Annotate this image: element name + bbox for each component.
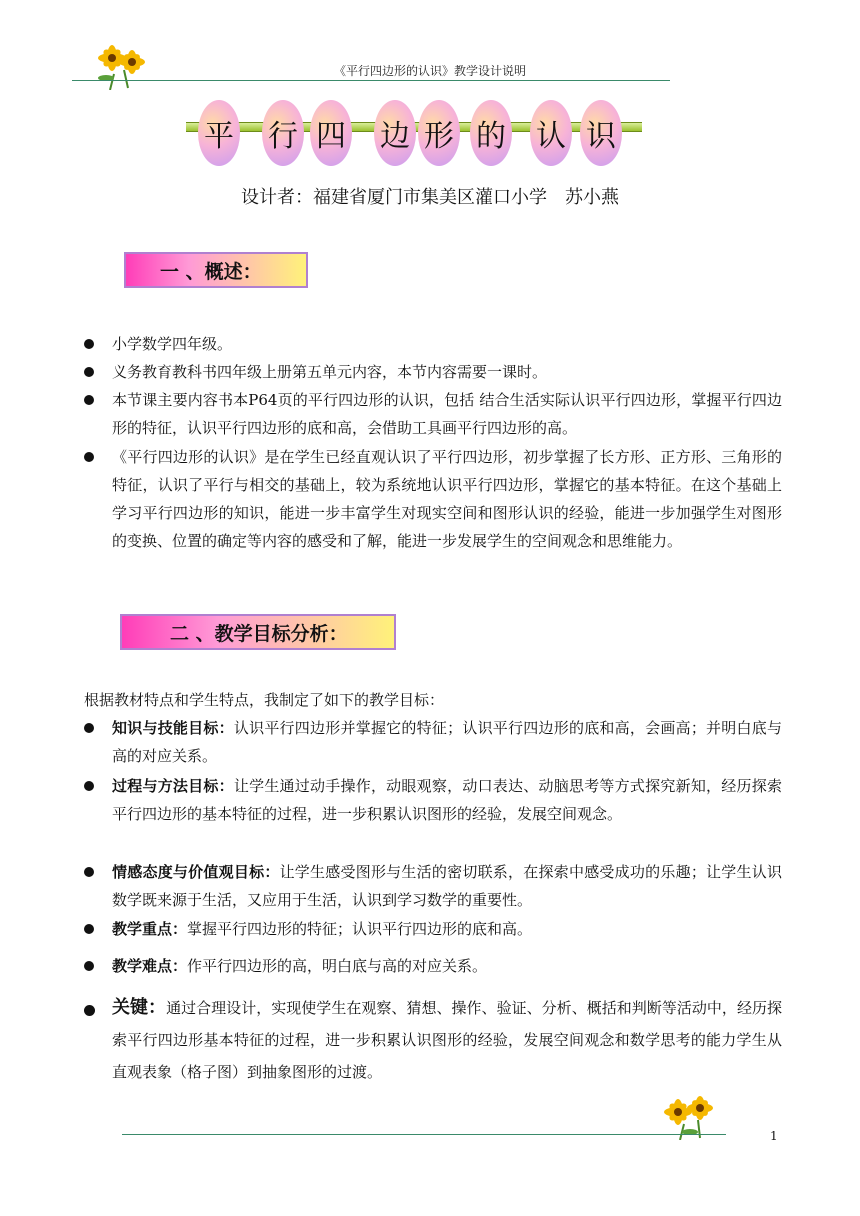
item-text: 认识平行四边形并掌握它的特征；认识平行四边形的底和高，会画高；并明白底与高的对应关系。 xyxy=(112,719,782,765)
item-text: 让学生感受图形与生活的密切联系，在探索中感受成功的乐趣；让学生认识数学既来源于生活，又应用于生活，认识到学习数学的重要性。 xyxy=(112,863,782,909)
item-text: 作平行四边形的高，明白底与高的对应关系。 xyxy=(187,957,488,975)
bullet-icon xyxy=(84,924,94,934)
section2-intro: 根据教材特点和学生特点，我制定了如下的教学目标： xyxy=(84,691,445,709)
item-label: 情感态度与价值观目标： xyxy=(112,863,280,881)
bullet-icon xyxy=(84,339,94,349)
item-text: 通过合理设计，实现使学生在观察、猜想、操作、验证、分析、概括和判断等活动中，经历探索平行四边形基本特征的过程，进一步积累认识图形的经验，发展空间观念和数学思考的能力学生从直观表象（格子图）到抽象图形的过渡。 xyxy=(112,999,782,1081)
item-label: 关键： xyxy=(112,997,167,1018)
list-item xyxy=(112,772,782,828)
title-char: 边 xyxy=(374,100,416,166)
title-char: 的 xyxy=(470,100,512,166)
bullet-icon xyxy=(84,867,94,877)
bullet-icon xyxy=(84,1005,95,1016)
title-char: 四 xyxy=(310,100,352,166)
item-text: 掌握平行四边形的特征；认识平行四边形的底和高。 xyxy=(187,920,533,938)
page-number: 1 xyxy=(770,1129,778,1143)
bullet-icon xyxy=(84,452,94,462)
header-rule xyxy=(72,80,670,81)
bullet-icon xyxy=(84,961,94,971)
list-item: 小学数学四年级。 xyxy=(112,335,233,353)
section2-heading: 二 、教学目标分析： xyxy=(120,614,396,650)
list-item: 《平行四边形的认识》是在学生已经直观认识了平行四边形，初步掌握了长方形、正方形、三角形的特征，认识了平行与相交的基础上，较为系统地认识平行四边形，掌握它的基本特征。在这个基础上学习平行四边形的知识，能进一步丰富学生对现实空间和图形认识的经验，能进一步加强学生对图形的变换、位置的确定等内容的感受和了解，能进一步发展学生的空间观念和思维能力。 xyxy=(112,448,782,550)
title-char: 平 xyxy=(198,100,240,166)
list-item xyxy=(112,714,782,770)
title-char: 行 xyxy=(262,100,304,166)
list-item: 本节课主要内容书本P64页的平行四边形的认识，包括 结合生活实际认识平行四边形，掌握平行四边形的特征，认识平行四边形的底和高，会借助工具画平行四边形的高。 xyxy=(112,391,782,437)
item-label: 教学难点： xyxy=(112,957,188,975)
item-label: 教学重点： xyxy=(112,920,188,938)
page-header-title: 《平行四边形的认识》教学设计说明 xyxy=(333,64,526,78)
section1-heading: 一 、概述： xyxy=(124,252,308,288)
item-text: 让学生通过动手操作，动眼观察，动口表达、动脑思考等方式探究新知，经历探索平行四边形的基本特征的过程，进一步积累认识图形的经验，发展空间观念。 xyxy=(112,777,782,823)
title-char: 识 xyxy=(580,100,622,166)
item-label: 知识与技能目标： xyxy=(112,719,234,737)
list-item xyxy=(112,858,782,914)
list-item xyxy=(112,915,782,943)
item-label: 过程与方法目标： xyxy=(112,777,234,795)
list-item xyxy=(112,952,782,980)
bullet-icon xyxy=(84,781,94,791)
list-item: 义务教育教科书四年级上册第五单元内容，本节内容需要一课时。 xyxy=(112,363,548,381)
bullet-icon xyxy=(84,395,94,405)
author-line: 设计者：福建省厦门市集美区灌口小学 苏小燕 xyxy=(241,187,619,208)
title-char: 认 xyxy=(530,100,572,166)
list-item xyxy=(112,992,782,1088)
title-char: 形 xyxy=(418,100,460,166)
footer-rule xyxy=(122,1134,726,1135)
bullet-icon xyxy=(84,367,94,377)
bullet-icon xyxy=(84,723,94,733)
